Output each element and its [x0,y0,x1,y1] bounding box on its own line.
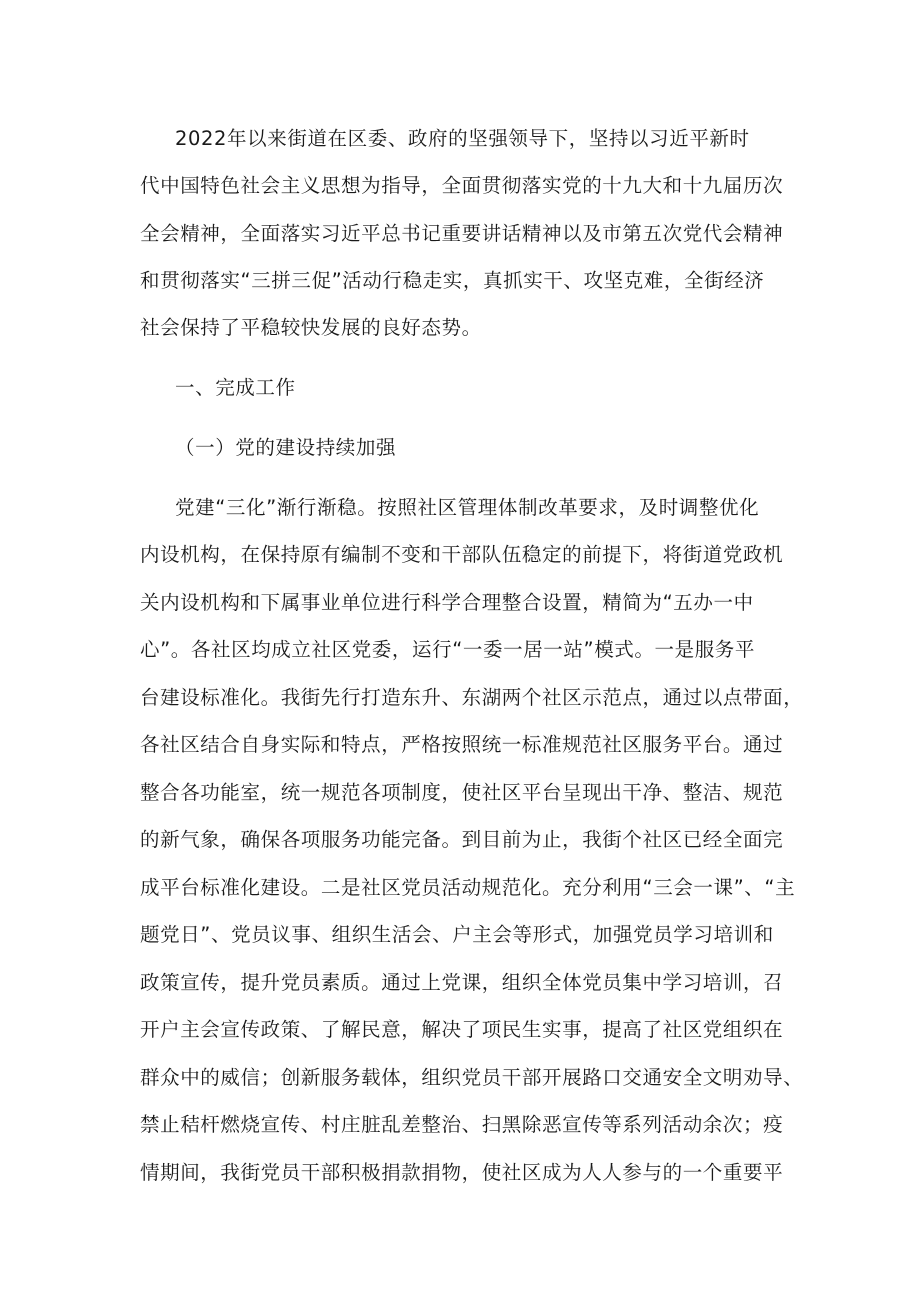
subsection-heading: （一）党的建设持续加强 [175,436,397,459]
paragraph-line: 和贯彻落实“三拼三促”活动行稳走实，真抓实干、攻坚克难，全街经济 [140,269,765,292]
paragraph-line: 台建设标准化。我街先行打造东升、东湖两个社区示范点，通过以点带面， [140,686,804,709]
paragraph-line: 社会保持了平稳较快发展的良好态势。 [140,316,482,339]
paragraph-line: 禁止秸杆燃烧宣传、村庄脏乱差整治、扫黑除恶宣传等系列活动余次；疫 [140,1113,784,1136]
paragraph-line: 成平台标准化建设。二是社区党员活动规范化。充分利用“三会一课”、“主 [140,876,796,899]
paragraph-line: 的新气象，确保各项服务功能完备。到目前为止，我街个社区已经全面完 [140,828,784,851]
paragraph-line: 全会精神，全面落实习近平总书记重要讲话精神以及市第五次党代会精神 [140,222,784,245]
paragraph-line: 题党日”、党员议事、组织生活会、户主会等形式，加强党员学习培训和 [140,923,774,946]
paragraph-line: 整合各功能室，统一规范各项制度，使社区平台呈现出干净、整洁、规范 [140,781,784,804]
paragraph-line: 各社区结合自身实际和特点，严格按照统一标准规范社区服务平台。通过 [140,733,784,756]
paragraph-line: 2022年以来街道在区委、政府的坚强领导下，坚持以习近平新时 [175,127,750,150]
paragraph-line: 情期间，我街党员干部积极捐款捐物，使社区成为人人参与的一个重要平 [140,1161,784,1184]
paragraph-line: 党建“三化”渐行渐稳。按照社区管理体制改革要求，及时调整优化 [175,496,760,519]
paragraph-line: 内设机构，在保持原有编制不变和干部队伍稳定的前提下，将街道党政机 [140,543,784,566]
paragraph-line: 政策宣传，提升党员素质。通过上党课，组织全体党员集中学习培训，召 [140,971,784,994]
paragraph-line: 代中国特色社会主义思想为指导，全面贯彻落实党的十九大和十九届历次 [140,174,784,197]
paragraph-line: 开户主会宣传政策、了解民意，解决了项民生实事，提高了社区党组织在 [140,1018,784,1041]
section-heading: 一、完成工作 [175,376,296,399]
paragraph-line: 心”。各社区均成立社区党委，运行“一委一居一站”模式。一是服务平 [140,638,756,661]
paragraph-line: 群众中的威信；创新服务载体，组织党员干部开展路口交通安全文明劝导、 [140,1066,804,1089]
paragraph-line: 关内设机构和下属事业单位进行科学合理整合设置，精简为“五办一中 [140,591,754,614]
